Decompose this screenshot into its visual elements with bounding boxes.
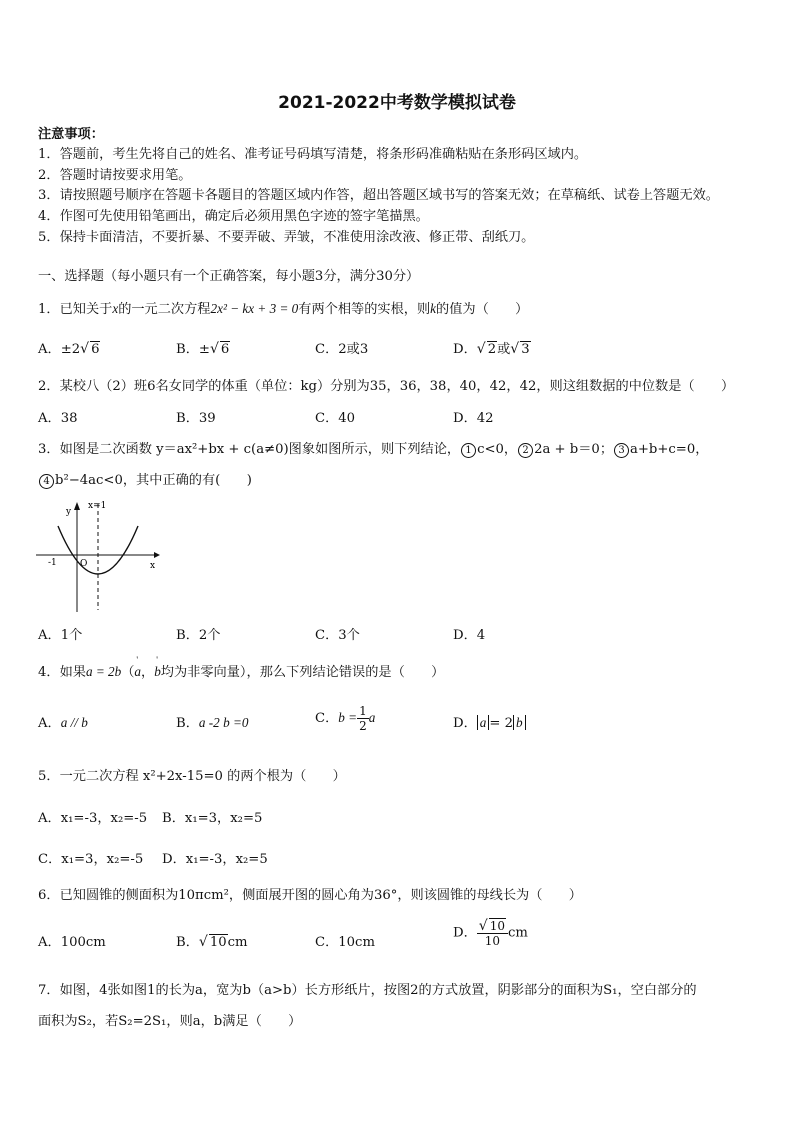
- neg-one-label: -1: [48, 558, 57, 568]
- option-d: D．√ 2或√ 3: [453, 341, 530, 357]
- option-c: C．b = $\frac{1}{2}$ a: [315, 704, 376, 733]
- x-axis-label: x: [150, 561, 156, 571]
- option-c: C．40: [315, 411, 356, 426]
- option-a: A．100cm: [38, 935, 106, 950]
- y-axis-arrow: [74, 502, 80, 510]
- option-c: C．x₁=3，x₂=-5: [38, 852, 144, 867]
- question-4-stem: 4．如果a = 2b（' a，' b均为非零向量），那么下列结论错误的是（ ）: [38, 661, 444, 680]
- question-7-stem: 7．如图，4张如图1的长为a，宽为b（a>b）长方形纸片，按图2的方式放置，阴影部分的面积为S₁，空白部分的: [38, 983, 697, 998]
- x-axis-arrow: [154, 552, 160, 558]
- option-c: C．2或3: [315, 342, 369, 357]
- notice-item: 3．请按照题号顺序在答题卡各题目的答题区域内作答，超出答题区域书写的答案无效；在草稿纸、试卷上答题无效。: [38, 188, 719, 203]
- option-c: C．3个: [315, 628, 360, 643]
- option-a: A．±2√ 6: [38, 341, 100, 357]
- option-c: C．10cm: [315, 935, 375, 950]
- notice-heading: 注意事项：: [38, 127, 104, 142]
- option-b: B．√ 10cm: [176, 934, 248, 950]
- y-axis-label: y: [66, 507, 72, 517]
- notice-item: 4．作图可先使用铅笔画出，确定后必须用黑色字迹的签字笔描黑。: [38, 209, 429, 224]
- option-b: B．x₁=3，x₂=5: [162, 811, 263, 826]
- notice-item: 2．答题时请按要求用笔。: [38, 168, 192, 183]
- option-d: D． a = 2 b: [453, 712, 526, 731]
- option-a: A．x₁=-3，x₂=-5: [38, 811, 148, 826]
- option-d: D．x₁=-3，x₂=5: [162, 852, 268, 867]
- option-a: A．a // b: [38, 715, 88, 731]
- section-heading: 一、选择题（每小题只有一个正确答案，每小题3分，满分30分）: [38, 269, 420, 284]
- question-5-stem: 5．一元二次方程 x²+2x-15=0 的两个根为（ ）: [38, 769, 346, 784]
- option-d: D．4: [453, 628, 486, 643]
- question-3-stem-cont: 4 b²−4ac<0，其中正确的有( ): [38, 469, 252, 489]
- equation: 2x² − kx + 3 = 0: [210, 301, 299, 316]
- option-a: A．1个: [38, 628, 83, 643]
- question-2-stem: 2．某校八（2）班6名女同学的体重（单位：kg）分别为35，36，38，40，42，42，则这组数据的中位数是（ ）: [38, 379, 735, 394]
- notice-item: 1．答题前，考生先将自己的姓名、准考证号码填写清楚，将条形码准确粘贴在条形码区域内。: [38, 147, 588, 162]
- option-b: B．a -2 b =0: [176, 715, 249, 731]
- equation: a = 2b: [85, 664, 122, 679]
- question-7-stem-cont: 面积为S₂，若S₂=2S₁，则a，b满足（ ）: [38, 1014, 302, 1029]
- parabola-graph: [30, 498, 160, 616]
- question-1-stem: 1．已知关于x的一元二次方程2x² − kx + 3 = 0有两个相等的实根，则k的值为（ ）: [38, 301, 529, 317]
- question-3-stem: 3．如图是二次函数 y＝ax²+bx + c(a≠0)图象如图所示，则下列结论， 1 c<0， 2 2a + b＝0； 3 a+b+c=0，: [38, 442, 709, 457]
- origin-label: O: [80, 559, 88, 569]
- page-title: 2021-2022中考数学模拟试卷: [278, 93, 516, 113]
- option-d: D．42: [453, 411, 494, 426]
- symmetry-line-label: x=1: [88, 501, 107, 511]
- option-b: B．±√ 6: [176, 341, 230, 357]
- option-b: B．39: [176, 411, 216, 426]
- question-6-stem: 6．已知圆锥的侧面积为10πcm²，侧面展开图的圆心角为36°，则该圆锥的母线长为（ ）: [38, 888, 582, 903]
- option-d: D． $\frac{√ 10}{10}$ cm: [453, 918, 528, 948]
- option-b: B．2个: [176, 628, 221, 643]
- option-a: A．38: [38, 411, 78, 426]
- notice-item: 5．保持卡面清洁，不要折暴、不要弄破、弄皱，不准使用涂改液、修正带、刮纸刀。: [38, 230, 535, 245]
